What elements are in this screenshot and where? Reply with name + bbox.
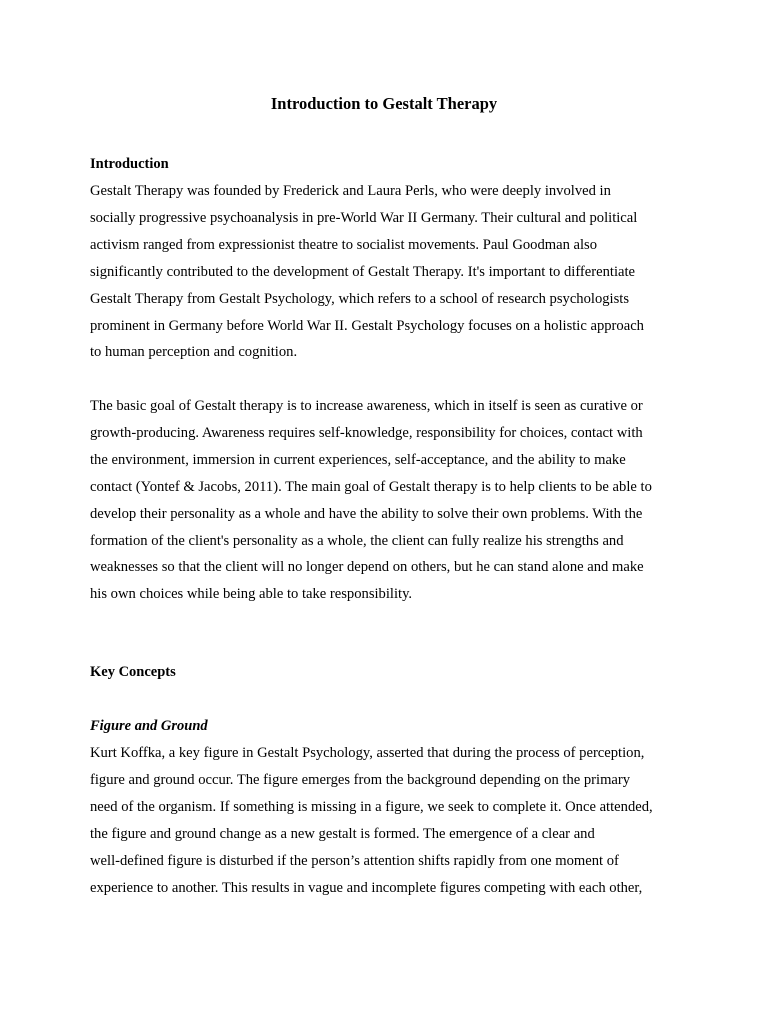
figure-ground-heading: Figure and Ground — [90, 718, 208, 734]
paragraph-line: growth-producing. Awareness requires self-knowledge, responsibility for choices, contact with — [90, 424, 643, 441]
paragraph-line: activism ranged from expressionist theatre to socialist movements. Paul Goodman also — [90, 236, 598, 253]
paragraph-line: Kurt Koffka, a key figure in Gestalt Psychology, asserted that during the process of perception, — [90, 745, 645, 761]
paragraph-line: contact (Yontef & Jacobs, 2011). The main goal of Gestalt therapy is to help clients to be able to — [90, 478, 652, 495]
goal-paragraph — [90, 393, 680, 608]
paragraph-line: Gestalt Therapy from Gestalt Psychology, which refers to a school of research psychologists — [90, 290, 630, 307]
document-title: Introduction to Gestalt Therapy — [270, 94, 498, 113]
key-concepts-heading: Key Concepts — [90, 664, 176, 680]
paragraph-line: the environment, immersion in current experiences, self-acceptance, and the ability to make — [90, 451, 626, 468]
paragraph-line: experience to another. This results in vague and incomplete figures competing with each other, — [90, 879, 643, 896]
paragraph-line: to human perception and cognition. — [90, 344, 298, 361]
paragraph-line: prominent in Germany before World War II. Gestalt Psychology focuses on a holistic approach — [90, 317, 644, 334]
introduction-paragraph — [90, 178, 680, 366]
paragraph-line: the figure and ground change as a new gestalt is formed. The emergence of a clear and — [90, 825, 595, 842]
paragraph-line: well-defined figure is disturbed if the person’s attention shifts rapidly from one moment of — [90, 852, 619, 869]
paragraph-line: his own choices while being able to take responsibility. — [90, 586, 413, 603]
figure-ground-paragraph — [90, 740, 680, 901]
paragraph-line: develop their personality as a whole and have the ability to solve their own problems. With the — [90, 505, 643, 522]
paragraph-line: need of the organism. If something is missing in a figure, we seek to complete it. Once attended, — [90, 798, 653, 815]
paragraph-line: significantly contributed to the development of Gestalt Therapy. It's important to differentiate — [90, 263, 636, 280]
paragraph-line: figure and ground occur. The figure emerges from the background depending on the primary — [90, 771, 631, 788]
paragraph-line: weaknesses so that the client will no longer depend on others, but he can stand alone and make — [90, 559, 644, 576]
paragraph-line: Gestalt Therapy was founded by Frederick and Laura Perls, who were deeply involved in — [90, 183, 611, 199]
paragraph-line: The basic goal of Gestalt therapy is to increase awareness, which in itself is seen as curative or — [90, 398, 643, 414]
paragraph-line: socially progressive psychoanalysis in pre-World War II Germany. Their cultural and political — [90, 209, 638, 226]
introduction-heading: Introduction — [90, 156, 169, 172]
paragraph-line: formation of the client's personality as a whole, the client can fully realize his strengths and — [90, 532, 624, 549]
